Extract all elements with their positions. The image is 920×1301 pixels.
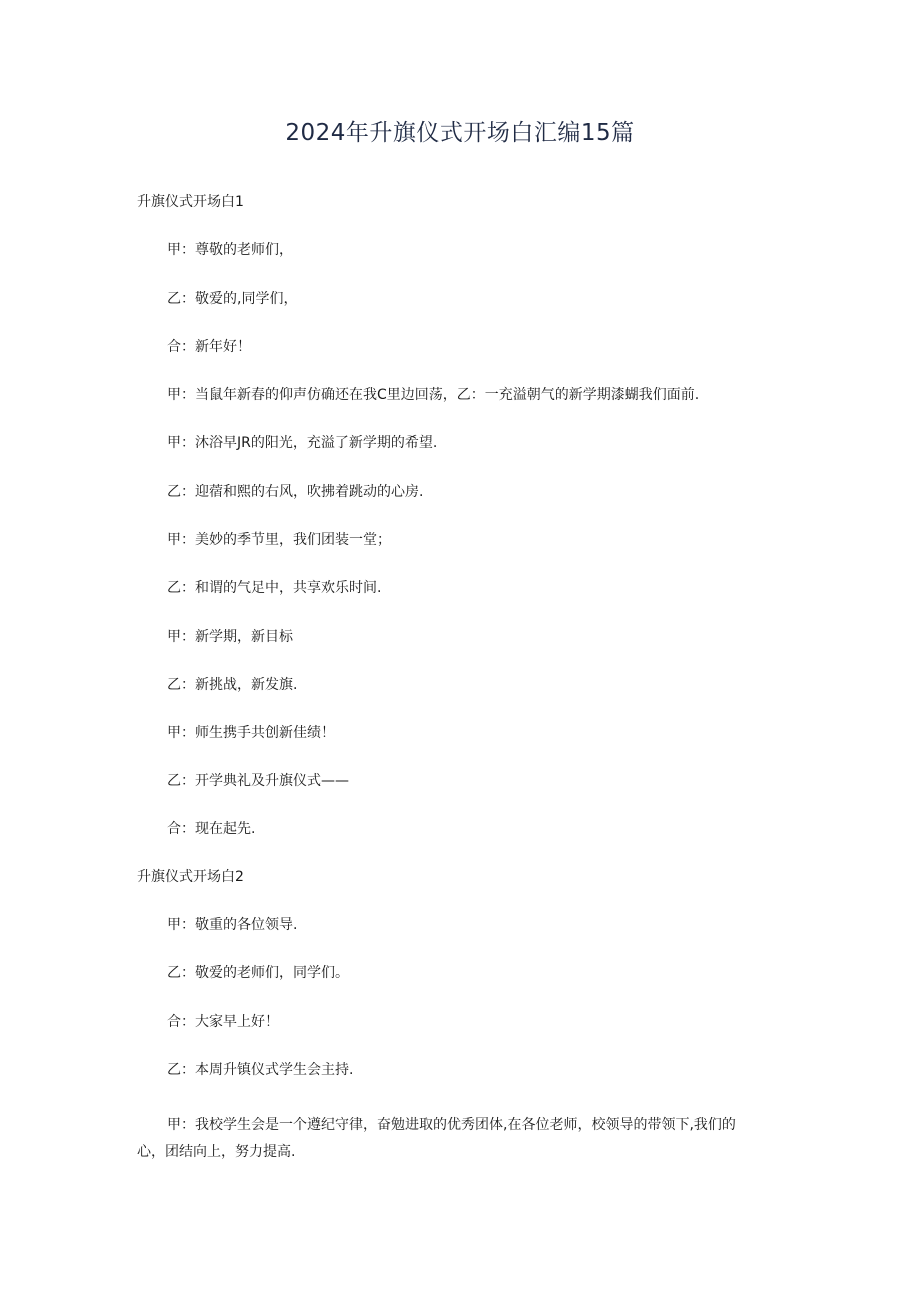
dialogue-line: 乙：敬爱的,同学们， <box>167 291 298 307</box>
section-heading: 升旗仪式开场白1 <box>137 194 244 210</box>
dialogue-line: 乙：开学典礼及升旗仪式—— <box>167 773 349 789</box>
dialogue-line: 乙：和谓的气足中，共享欢乐时间. <box>167 580 382 596</box>
dialogue-line: 甲：敬重的各位领导. <box>167 917 298 933</box>
dialogue-line: 甲：师生携手共创新佳绩！ <box>167 725 335 741</box>
section-heading: 升旗仪式开场白2 <box>137 869 244 885</box>
dialogue-line: 乙：迎蓿和熙的右风，吹拂着跳动的心房. <box>167 484 424 500</box>
dialogue-line: 合：新年好！ <box>167 339 251 355</box>
document-title: 2024年升旗仪式开场白汇编15篇 <box>285 120 635 146</box>
dialogue-line: 乙：新挑战，新发旗. <box>167 677 298 693</box>
dialogue-line: 甲：当鼠年新春的仰声仿确还在我C里边回荡，乙：一充溢朝气的新学期漆蝴我们面前. <box>167 387 700 403</box>
dialogue-line: 甲：美妙的季节里，我们团装一堂； <box>167 532 391 548</box>
dialogue-line: 合：大家早上好！ <box>167 1014 279 1030</box>
dialogue-line: 甲：沐浴早JR的阳光，充溢了新学期的希望. <box>167 435 438 451</box>
dialogue-line: 甲：新学期，新目标 <box>167 629 293 645</box>
dialogue-line: 乙：本周升镇仪式学生会主持. <box>167 1062 354 1078</box>
dialogue-paragraph: 甲：我校学生会是一个遵纪守律，奋勉进取的优秀团体,在各位老师，校领导的带领下,我们的心，团结向上，努力提高. <box>137 1117 736 1160</box>
dialogue-line: 甲：尊敬的老师们， <box>167 242 293 258</box>
dialogue-line: 合：现在起先. <box>167 821 256 837</box>
dialogue-line: 乙：敬爱的老师们，同学们。 <box>167 965 349 981</box>
